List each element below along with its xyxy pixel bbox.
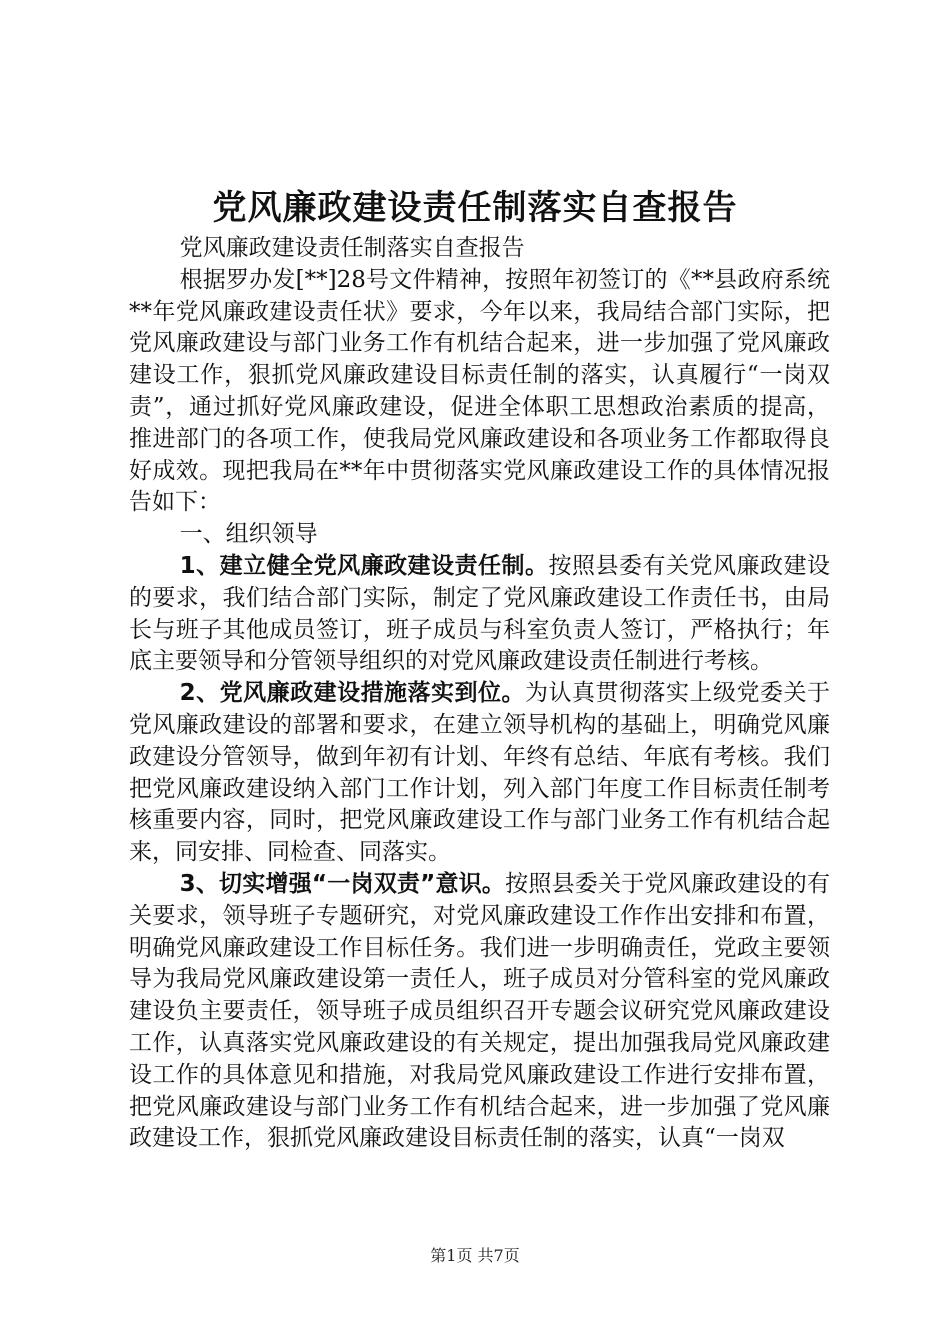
- item-lead-1: 1、建立健全党风廉政建设责任制。: [179, 552, 549, 579]
- item-paragraph-1: [129, 551, 830, 678]
- item-text-1: 按照县委有关党风廉政建设的要求，我们结合部门实际，制定了党风廉政建设工作责任书，由局长与班子其他成员签订，班子成员与科室负责人签订，严格执行；年底主要领导和分管领导组织的对党风廉政建设责任制进行考核。: [129, 552, 831, 675]
- document-body: [129, 233, 830, 1155]
- subtitle: 党风廉政建设责任制落实自查报告: [179, 235, 525, 261]
- item-paragraph-3: [129, 869, 830, 1155]
- intro-paragraph: 根据罗办发[**]28号文件精神，按照年初签订的《**县政府系统**年党风廉政建设责任状》要求，今年以来，我局结合部门实际，把党风廉政建设与部门业务工作有机结合起来，进一步加强了党风廉政建设工作，狠抓党风廉政建设目标责任制的落实，认真履行“一岗双责”，通过抓好党风廉政建设，促进全体职工思想政治素质的提高，推进部门的各项工作，使我局党风廉政建设和各项业务工作都取得良好成效。现把我局在**年中贯彻落实党风廉政建设工作的具体情况报告如下：: [129, 266, 830, 516]
- item-lead-2: 2、党风廉政建设措施落实到位。: [179, 680, 526, 707]
- item-lead-3: 3、切实增强“一岗双责”意识。: [179, 870, 506, 897]
- item-text-3: 按照县委关于党风廉政建设的有关要求，领导班子专题研究，对党风廉政建设工作作出安排和布置，明确党风廉政建设工作目标任务。我们进一步明确责任，党政主要领导为我局党风廉政建设第一责任人，班子成员对分管科室的党风廉政建设负主要责任，领导班子成员组织召开专题会议研究党风廉政建设工作，认真落实党风廉政建设的有关规定，提出加强我局党风廉政建设工作的具体意见和措施，对我局党风廉政建设工作进行安排布置，把党风廉政建设与部门业务工作有机结合起来，进一步加强了党风廉政建设工作，狠抓党风廉政建设目标责任制的落实，认真“一岗双: [129, 870, 830, 1152]
- page-indicator: 第1页 共7页: [430, 1246, 520, 1265]
- item-paragraph-2: [129, 678, 830, 869]
- item-text-2: 为认真贯彻落实上级党委关于党风廉政建设的部署和要求，在建立领导机构的基础上，明确党风廉政建设分管领导，做到年初有计划、年终有总结、年底有考核。我们把党风廉政建设纳入部门工作计划，列入部门年度工作目标责任制考核重要内容，同时，把党风廉政建设工作与部门业务工作有机结合起来，同安排、同检查、同落实。: [129, 680, 830, 866]
- section-heading-organization: 一、组织领导: [179, 521, 318, 548]
- page-title: 党风廉政建设责任制落实自查报告: [212, 188, 738, 228]
